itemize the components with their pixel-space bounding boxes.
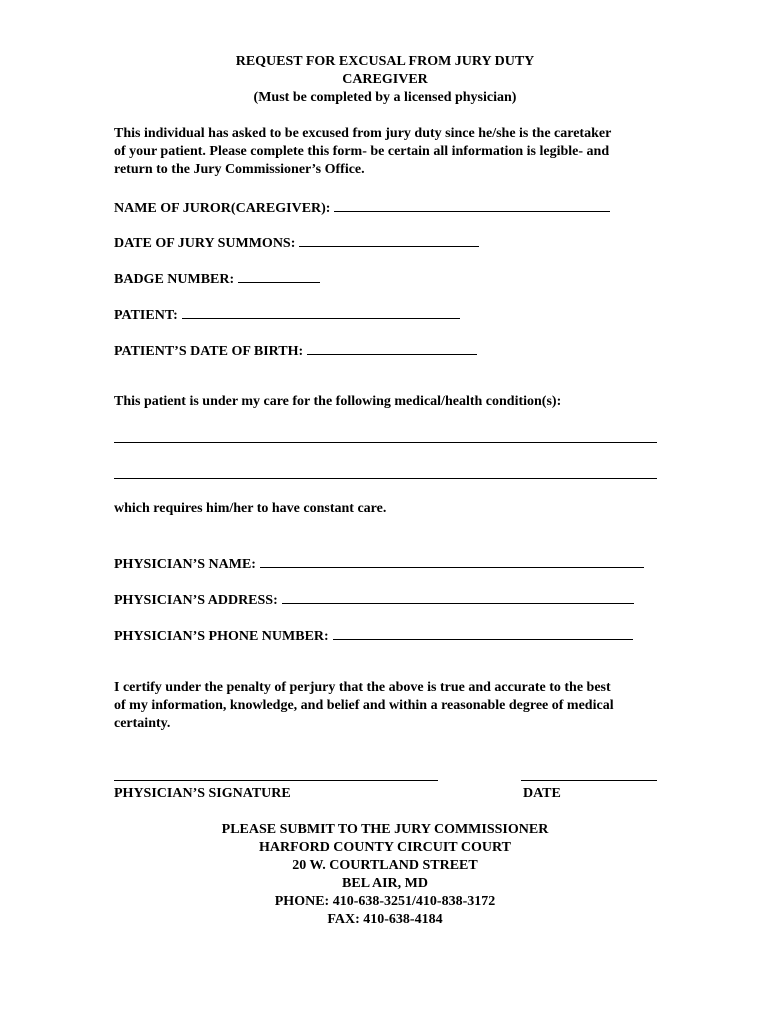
patient-row: [114, 304, 460, 325]
physician-phone-row: [114, 625, 633, 646]
physician-name-row: [114, 553, 644, 574]
intro-line-1: This individual has asked to be excused from jury duty since he/she is the caretaker: [114, 126, 612, 141]
footer-line-4: BEL AIR, MD: [342, 876, 428, 891]
juror-name-label: NAME OF JUROR(CAREGIVER):: [114, 201, 331, 216]
date-label: DATE: [523, 786, 561, 801]
physician-address-label: PHYSICIAN’S ADDRESS:: [114, 593, 278, 608]
form-title: REQUEST FOR EXCUSAL FROM JURY DUTY: [235, 54, 535, 69]
summons-date-row: [114, 232, 479, 253]
footer-line-3: 20 W. COURTLAND STREET: [292, 858, 478, 873]
condition-line-2[interactable]: [114, 478, 657, 479]
form-note: (Must be completed by a licensed physician): [253, 90, 517, 105]
signature-line[interactable]: [114, 780, 438, 781]
condition-prompt: This patient is under my care for the following medical/health condition(s):: [114, 394, 562, 409]
footer-line-6: FAX: 410-638-4184: [327, 912, 443, 927]
physician-phone-label: PHYSICIAN’S PHONE NUMBER:: [114, 629, 329, 644]
summons-date-label: DATE OF JURY SUMMONS:: [114, 236, 296, 251]
form-subtitle: CAREGIVER: [342, 72, 428, 87]
patient-label: PATIENT:: [114, 308, 178, 323]
condition-line-1[interactable]: [114, 442, 657, 443]
badge-number-label: BADGE NUMBER:: [114, 272, 235, 287]
date-line[interactable]: [521, 780, 657, 781]
certification-line-2: of my information, knowledge, and belief and within a reasonable degree of medical: [114, 698, 614, 713]
intro-line-2: of your patient. Please complete this form- be certain all information is legible- and: [114, 144, 610, 159]
summons-date-field[interactable]: [299, 232, 479, 247]
certification-line-3: certainty.: [114, 716, 171, 731]
physician-phone-field[interactable]: [333, 625, 633, 640]
physician-address-field[interactable]: [282, 589, 634, 604]
intro-line-3: return to the Jury Commissioner’s Office.: [114, 162, 365, 177]
physician-name-label: PHYSICIAN’S NAME:: [114, 557, 256, 572]
footer-line-2: HARFORD COUNTY CIRCUIT COURT: [259, 840, 511, 855]
physician-address-row: [114, 589, 634, 610]
patient-dob-field[interactable]: [307, 340, 477, 355]
juror-name-field[interactable]: [334, 197, 610, 212]
badge-number-row: [114, 268, 320, 289]
certification-line-1: I certify under the penalty of perjury that the above is true and accurate to the best: [114, 680, 611, 695]
patient-field[interactable]: [182, 304, 460, 319]
signature-label: PHYSICIAN’S SIGNATURE: [114, 786, 291, 801]
patient-dob-row: [114, 340, 477, 361]
badge-number-field[interactable]: [238, 268, 320, 283]
juror-name-row: [114, 197, 610, 218]
physician-name-field[interactable]: [260, 553, 644, 568]
condition-followup: which requires him/her to have constant care.: [114, 501, 387, 516]
footer-line-5: PHONE: 410-638-3251/410-838-3172: [274, 894, 496, 909]
patient-dob-label: PATIENT’S DATE OF BIRTH:: [114, 344, 304, 359]
footer-line-1: PLEASE SUBMIT TO THE JURY COMMISSIONER: [221, 822, 549, 837]
